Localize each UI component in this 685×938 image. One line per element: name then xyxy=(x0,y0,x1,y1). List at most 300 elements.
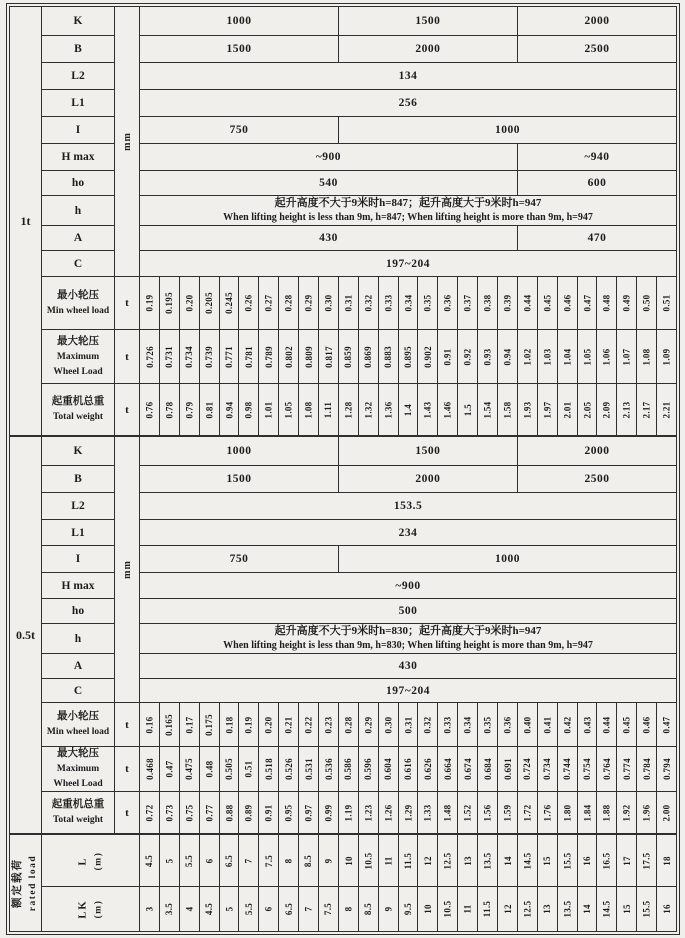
wheel-value-cell-text: 0.27 xyxy=(263,294,274,312)
wheel-value-cell xyxy=(140,747,160,792)
dim-value-cell: 2000 xyxy=(339,466,518,493)
wheel-value-cell xyxy=(379,792,399,835)
wheel-value-cell xyxy=(498,384,518,437)
wheel-value-cell xyxy=(239,792,259,835)
wheel-value-cell xyxy=(140,277,160,330)
dim-value-cell: 470 xyxy=(518,226,677,251)
wheel-value-cell-text: 0.604 xyxy=(383,758,394,780)
span-value-cell-text: 6 xyxy=(263,906,274,912)
wheel-value-cell-text: 0.32 xyxy=(422,716,433,733)
span-value-cell xyxy=(180,835,200,887)
wheel-value-cell xyxy=(200,277,220,330)
wheel-value-cell xyxy=(478,330,498,384)
span-value-cell-text: 14.5 xyxy=(601,900,612,918)
span-value-cell-text: 15 xyxy=(542,855,553,866)
rated-load-label-cn: 额定载荷 xyxy=(12,858,24,908)
wheel-value-cell-text: 1.96 xyxy=(641,804,652,821)
dim-value-cell: ~900 xyxy=(140,573,677,599)
dim-value-cell: 2000 xyxy=(518,7,677,36)
wheel-value-cell-text: 0.36 xyxy=(442,294,453,312)
span-value-cell-text: 14 xyxy=(581,904,592,914)
wheel-value-cell xyxy=(498,792,518,835)
wheel-value-cell xyxy=(220,747,240,792)
wheel-value-cell-text: 0.38 xyxy=(482,294,493,312)
wheel-row-label xyxy=(42,703,115,747)
wheel-value-cell-text: 0.774 xyxy=(621,758,632,780)
wheel-value-cell xyxy=(160,792,180,835)
wheel-value-cell xyxy=(438,277,458,330)
wheel-value-cell-text: 0.784 xyxy=(641,758,652,780)
wheel-value-cell-text: 0.902 xyxy=(422,345,433,368)
wheel-value-cell xyxy=(220,792,240,835)
wheel-value-cell xyxy=(558,792,578,835)
wheel-value-cell-text: 2.01 xyxy=(562,401,573,418)
span-value-cell-text: 9 xyxy=(323,858,334,863)
span-value-cell xyxy=(339,887,359,932)
wheel-value-cell xyxy=(418,792,438,835)
wheel-value-cell-text: 0.31 xyxy=(402,716,413,733)
wheel-value-cell xyxy=(279,747,299,792)
wheel-value-cell xyxy=(478,703,498,747)
span-value-cell-text: 14.5 xyxy=(522,852,533,869)
wheel-value-cell-text: 0.93 xyxy=(482,348,493,365)
wheel-value-cell xyxy=(279,330,299,384)
span-value-cell-text: 11.5 xyxy=(482,900,493,918)
wheel-value-cell xyxy=(558,703,578,747)
wheel-value-cell xyxy=(259,747,279,792)
wheel-value-cell xyxy=(180,703,200,747)
wheel-row-label xyxy=(42,330,115,384)
span-value-cell-text: 10.5 xyxy=(442,900,453,918)
span-value-cell xyxy=(140,835,160,887)
wheel-value-cell-text: 0.859 xyxy=(343,345,354,368)
wheel-value-cell-text: 0.586 xyxy=(343,758,354,780)
span-value-cell xyxy=(637,835,657,887)
param-label-l2: L2 xyxy=(42,493,115,520)
span-value-cell xyxy=(538,835,558,887)
dim-value-cell: 1000 xyxy=(140,437,339,466)
dim-value-cell: 1500 xyxy=(140,466,339,493)
wheel-value-cell xyxy=(578,703,598,747)
wheel-value-cell-text: 0.77 xyxy=(204,804,215,821)
span-value-cell xyxy=(498,835,518,887)
wheel-value-cell-text: 1.26 xyxy=(383,804,394,821)
wheel-value-cell-text: 0.48 xyxy=(204,760,215,778)
span-value-cell xyxy=(220,835,240,887)
wheel-value-cell-text: 0.45 xyxy=(542,294,553,312)
wheel-value-cell xyxy=(478,384,498,437)
wheel-value-cell xyxy=(578,792,598,835)
wheel-value-cell xyxy=(279,703,299,747)
wheel-value-cell-text: 1.11 xyxy=(323,401,334,418)
wheel-value-cell xyxy=(597,384,617,437)
wheel-value-cell-text: 0.31 xyxy=(343,294,354,312)
wheel-row-label xyxy=(42,277,115,330)
wheel-value-cell-text: 0.518 xyxy=(263,758,274,780)
wheel-value-cell-text: 0.895 xyxy=(403,345,413,368)
span-value-cell-text: 14 xyxy=(502,855,513,866)
wheel-value-cell-text: 0.475 xyxy=(184,758,195,780)
wheel-row-label-en: Maximum Wheel Load xyxy=(53,764,103,790)
unit-t-label: t xyxy=(115,277,140,330)
wheel-value-cell-text: 0.32 xyxy=(363,294,374,312)
wheel-row-label-cn: 起重机总重 xyxy=(51,396,105,407)
wheel-value-cell xyxy=(657,277,677,330)
wheel-value-cell xyxy=(637,703,657,747)
dim-value-cell: 2000 xyxy=(518,437,677,466)
wheel-value-cell xyxy=(458,747,478,792)
span-row-label-unit: (m) xyxy=(93,899,104,919)
span-value-cell-text: 8.5 xyxy=(303,854,314,867)
wheel-value-cell-text: 0.764 xyxy=(601,758,612,780)
wheel-value-cell-text: 0.16 xyxy=(144,716,155,733)
unit-t-label: t xyxy=(115,792,140,835)
param-label-k: K xyxy=(42,437,115,466)
wheel-value-cell xyxy=(418,384,438,437)
span-value-cell-text: 4 xyxy=(184,906,195,912)
span-value-cell-text: 6 xyxy=(204,858,215,863)
wheel-value-cell-text: 0.94 xyxy=(502,348,513,365)
wheel-value-cell-text: 0.195 xyxy=(164,292,175,314)
wheel-value-cell xyxy=(518,384,538,437)
span-value-cell-text: 15.5 xyxy=(562,852,573,869)
span-value-cell-text: 13.5 xyxy=(562,900,573,918)
lifting-height-note-cn: 起升高度不大于9米时h=847；起升高度大于9米时h=947 xyxy=(274,197,542,210)
wheel-value-cell-text: 1.97 xyxy=(542,401,553,418)
wheel-value-cell xyxy=(399,330,419,384)
dim-value-cell: 197~204 xyxy=(140,251,677,277)
span-value-cell xyxy=(359,835,379,887)
param-label-b: B xyxy=(42,36,115,63)
span-value-cell-text: 6.5 xyxy=(283,902,294,916)
wheel-value-cell xyxy=(518,792,538,835)
wheel-value-cell-text: 0.19 xyxy=(144,294,155,312)
wheel-value-cell-text: 1.93 xyxy=(522,401,533,418)
wheel-value-cell-text: 1.59 xyxy=(502,804,513,821)
dim-value-cell: 1000 xyxy=(339,546,677,573)
wheel-value-cell-text: 0.76 xyxy=(144,401,155,418)
span-value-cell-text: 5 xyxy=(164,858,175,863)
wheel-value-cell-text: 1.58 xyxy=(502,401,513,418)
unit-t-label: t xyxy=(115,384,140,437)
wheel-value-cell xyxy=(438,703,458,747)
wheel-value-cell-text: 0.626 xyxy=(422,758,433,780)
wheel-value-cell-text: 0.526 xyxy=(283,758,294,780)
param-label-h: h xyxy=(42,624,115,654)
wheel-value-cell-text: 0.505 xyxy=(224,758,234,780)
wheel-value-cell-text: 1.54 xyxy=(482,401,493,418)
span-value-cell xyxy=(220,887,240,932)
wheel-value-cell xyxy=(617,703,637,747)
wheel-value-cell xyxy=(279,384,299,437)
wheel-value-cell xyxy=(319,330,339,384)
span-value-cell-text: 11 xyxy=(383,855,394,866)
wheel-value-cell xyxy=(438,330,458,384)
crane-spec-table xyxy=(9,6,677,932)
wheel-value-cell xyxy=(578,384,598,437)
wheel-value-cell-text: 0.734 xyxy=(184,345,195,368)
wheel-value-cell-text: 0.50 xyxy=(641,294,652,312)
wheel-value-cell xyxy=(319,703,339,747)
param-label-l1: L1 xyxy=(42,520,115,546)
span-value-cell xyxy=(458,887,478,932)
wheel-value-cell xyxy=(379,703,399,747)
span-row-label-l xyxy=(42,835,140,887)
dim-value-cell: ~900 xyxy=(140,144,518,171)
dim-value-cell: 600 xyxy=(518,171,677,196)
wheel-value-cell-text: 0.35 xyxy=(422,294,433,312)
wheel-value-cell-text: 0.731 xyxy=(164,345,175,368)
wheel-value-cell-text: 0.691 xyxy=(502,758,513,780)
dim-value-cell: 430 xyxy=(140,654,677,679)
wheel-value-cell-text: 0.468 xyxy=(144,758,155,780)
wheel-value-cell-text: 0.48 xyxy=(601,294,612,312)
wheel-value-cell-text: 0.81 xyxy=(204,401,215,418)
wheel-value-cell xyxy=(518,277,538,330)
wheel-value-cell xyxy=(239,330,259,384)
span-value-cell-text: 9.5 xyxy=(402,902,413,916)
lifting-height-note-en: When lifting height is less than 9m, h=830; When lifting height is more than 9m, h=947 xyxy=(223,640,593,652)
wheel-value-cell-text: 1.32 xyxy=(363,401,374,418)
wheel-value-cell xyxy=(299,703,319,747)
dim-value-cell: 234 xyxy=(140,520,677,546)
lifting-height-note-en: When lifting height is less than 9m, h=847; When lifting height is more than 9m, h=947 xyxy=(223,212,593,224)
wheel-value-cell xyxy=(478,277,498,330)
wheel-value-cell-text: 0.40 xyxy=(522,716,533,733)
wheel-value-cell xyxy=(319,384,339,437)
dim-value-cell: 500 xyxy=(140,599,677,624)
wheel-value-cell xyxy=(637,277,657,330)
wheel-row-label-en: Total weight xyxy=(52,815,104,826)
dim-value-cell: 1500 xyxy=(140,36,339,63)
wheel-value-cell-text: 1.08 xyxy=(303,401,314,418)
wheel-value-cell-text: 0.664 xyxy=(442,758,453,780)
dim-value-cell: 197~204 xyxy=(140,679,677,703)
span-value-cell-text: 10 xyxy=(343,855,354,866)
dim-value-cell: 750 xyxy=(140,117,339,144)
span-value-cell-text: 12.5 xyxy=(442,852,453,869)
wheel-value-cell xyxy=(259,330,279,384)
dim-value-cell: 1000 xyxy=(339,117,677,144)
wheel-value-cell xyxy=(558,747,578,792)
wheel-value-cell-text: 0.79 xyxy=(184,401,195,418)
wheel-value-cell xyxy=(597,277,617,330)
span-value-cell xyxy=(279,887,299,932)
wheel-row-label-cn: 最大轮压 xyxy=(57,748,99,760)
span-value-cell-text: 8 xyxy=(343,906,354,912)
wheel-value-cell-text: 0.205 xyxy=(204,292,215,314)
wheel-value-cell-text: 0.47 xyxy=(164,760,175,778)
wheel-value-cell xyxy=(637,792,657,835)
span-value-cell xyxy=(160,835,180,887)
wheel-value-cell xyxy=(339,384,359,437)
lifting-height-note xyxy=(140,624,677,654)
wheel-value-cell-text: 0.34 xyxy=(402,294,413,312)
wheel-value-cell-text: 0.21 xyxy=(283,716,294,733)
wheel-value-cell xyxy=(339,703,359,747)
wheel-value-cell xyxy=(538,792,558,835)
wheel-value-cell xyxy=(597,792,617,835)
wheel-value-cell-text: 1.02 xyxy=(522,348,533,365)
span-value-cell xyxy=(399,887,419,932)
param-label-c: C xyxy=(42,679,115,703)
wheel-value-cell-text: 2.09 xyxy=(601,401,612,418)
wheel-value-cell xyxy=(538,703,558,747)
wheel-value-cell-text: 0.94 xyxy=(223,401,234,418)
span-value-cell xyxy=(399,835,419,887)
span-value-cell-text: 16.5 xyxy=(601,852,612,869)
wheel-value-cell xyxy=(339,747,359,792)
span-value-cell-text: 12 xyxy=(422,855,433,866)
wheel-value-cell-text: 1.92 xyxy=(621,804,632,821)
rated-load-label-en: rated load xyxy=(28,854,39,912)
wheel-value-cell-text: 1.88 xyxy=(601,804,612,821)
wheel-value-cell xyxy=(458,384,478,437)
wheel-value-cell xyxy=(538,277,558,330)
wheel-value-cell-text: 0.78 xyxy=(164,401,175,418)
dim-value-cell: 430 xyxy=(140,226,518,251)
load-section-label: 1t xyxy=(10,7,42,437)
dim-value-cell: 540 xyxy=(140,171,518,196)
span-value-cell xyxy=(279,835,299,887)
span-value-cell-text: 4.5 xyxy=(204,902,215,916)
wheel-row-label xyxy=(42,384,115,437)
wheel-value-cell xyxy=(657,792,677,835)
wheel-value-cell-text: 0.91 xyxy=(442,348,453,365)
wheel-row-label xyxy=(42,747,115,792)
unit-mm-label-text: mm xyxy=(121,132,133,151)
span-value-cell-text: 17 xyxy=(621,855,632,866)
wheel-value-cell xyxy=(538,330,558,384)
wheel-value-cell-text: 0.802 xyxy=(283,345,294,368)
wheel-value-cell-text: 0.95 xyxy=(283,804,294,821)
wheel-row-label-en: Maximum Wheel Load xyxy=(53,351,103,377)
wheel-value-cell xyxy=(498,703,518,747)
wheel-value-cell xyxy=(239,747,259,792)
param-label-l2: L2 xyxy=(42,63,115,90)
span-value-cell xyxy=(180,887,200,932)
wheel-value-cell-text: 0.73 xyxy=(164,804,175,821)
wheel-value-cell xyxy=(259,703,279,747)
wheel-value-cell-text: 0.89 xyxy=(243,804,254,821)
param-label-ho: ho xyxy=(42,171,115,196)
wheel-value-cell-text: 0.165 xyxy=(164,713,175,736)
wheel-value-cell-text: 1.56 xyxy=(482,804,493,821)
wheel-value-cell xyxy=(359,384,379,437)
span-value-cell xyxy=(319,835,339,887)
wheel-value-cell xyxy=(399,792,419,835)
wheel-value-cell xyxy=(399,703,419,747)
span-value-cell xyxy=(319,887,339,932)
wheel-value-cell-text: 1.48 xyxy=(442,804,453,821)
wheel-value-cell xyxy=(438,384,458,437)
load-section-label: 0.5t xyxy=(10,437,42,835)
wheel-value-cell xyxy=(220,384,240,437)
wheel-value-cell xyxy=(418,703,438,747)
span-value-cell-text: 7.5 xyxy=(263,854,274,867)
wheel-value-cell xyxy=(617,747,637,792)
wheel-value-cell-text: 1.03 xyxy=(542,348,553,365)
span-value-cell-text: 15 xyxy=(621,904,632,914)
span-value-cell-text: 13.5 xyxy=(482,852,493,869)
wheel-value-cell xyxy=(518,747,538,792)
wheel-row-label xyxy=(42,792,115,835)
span-value-cell-text: 5.5 xyxy=(243,902,254,916)
param-label-i: I xyxy=(42,546,115,573)
wheel-value-cell xyxy=(418,330,438,384)
dim-value-cell: 153.5 xyxy=(140,493,677,520)
lifting-height-note xyxy=(140,196,677,226)
wheel-value-cell-text: 0.51 xyxy=(243,760,254,778)
wheel-value-cell xyxy=(299,747,319,792)
wheel-value-cell-text: 1.05 xyxy=(581,348,592,365)
span-value-cell xyxy=(657,835,677,887)
rated-load-label-text xyxy=(11,855,41,911)
wheel-value-cell-text: 0.75 xyxy=(184,804,195,821)
span-value-cell xyxy=(597,887,617,932)
wheel-value-cell-text: 1.36 xyxy=(383,401,394,418)
span-value-cell xyxy=(498,887,518,932)
wheel-value-cell-text: 0.51 xyxy=(661,294,672,312)
wheel-value-cell xyxy=(239,384,259,437)
wheel-value-cell-text: 0.44 xyxy=(601,716,612,733)
span-value-cell xyxy=(518,887,538,932)
wheel-value-cell xyxy=(597,703,617,747)
wheel-value-cell xyxy=(299,792,319,835)
wheel-value-cell xyxy=(160,277,180,330)
wheel-value-cell-text: 0.883 xyxy=(383,345,394,368)
wheel-value-cell xyxy=(617,384,637,437)
param-label-a: A xyxy=(42,654,115,679)
wheel-value-cell xyxy=(319,747,339,792)
wheel-value-cell-text: 0.43 xyxy=(581,716,592,733)
wheel-value-cell-text: 1.08 xyxy=(641,348,652,365)
wheel-value-cell xyxy=(637,747,657,792)
wheel-value-cell xyxy=(518,330,538,384)
span-value-cell-text: 7 xyxy=(243,858,254,863)
wheel-value-cell xyxy=(299,277,319,330)
wheel-value-cell-text: 0.17 xyxy=(184,716,195,733)
span-value-cell xyxy=(418,835,438,887)
wheel-value-cell xyxy=(498,330,518,384)
span-value-cell-text: 8 xyxy=(283,858,294,863)
wheel-value-cell xyxy=(578,747,598,792)
wheel-value-cell xyxy=(657,384,677,437)
wheel-value-cell-text: 0.20 xyxy=(184,294,195,312)
wheel-value-cell xyxy=(657,703,677,747)
wheel-value-cell-text: 2.13 xyxy=(621,401,632,418)
wheel-value-cell-text: 1.06 xyxy=(601,348,612,365)
wheel-value-cell-text: 0.754 xyxy=(582,758,592,780)
span-value-cell xyxy=(160,887,180,932)
span-value-cell xyxy=(299,887,319,932)
wheel-value-cell xyxy=(637,330,657,384)
wheel-value-cell-text: 0.29 xyxy=(363,716,374,733)
wheel-value-cell-text: 0.41 xyxy=(542,716,553,733)
span-value-cell xyxy=(438,887,458,932)
wheel-row-label-cn: 起重机总重 xyxy=(51,799,105,810)
span-value-cell-text: 9 xyxy=(383,906,394,912)
wheel-value-cell xyxy=(279,792,299,835)
wheel-row-label-en: Min wheel load xyxy=(46,305,110,316)
span-value-cell xyxy=(418,887,438,932)
span-value-cell xyxy=(140,887,160,932)
dim-value-cell: 1000 xyxy=(140,7,339,36)
dim-value-cell: 2500 xyxy=(518,36,677,63)
wheel-value-cell xyxy=(478,792,498,835)
dim-value-cell: 750 xyxy=(140,546,339,573)
wheel-value-cell-text: 2.05 xyxy=(581,401,592,418)
